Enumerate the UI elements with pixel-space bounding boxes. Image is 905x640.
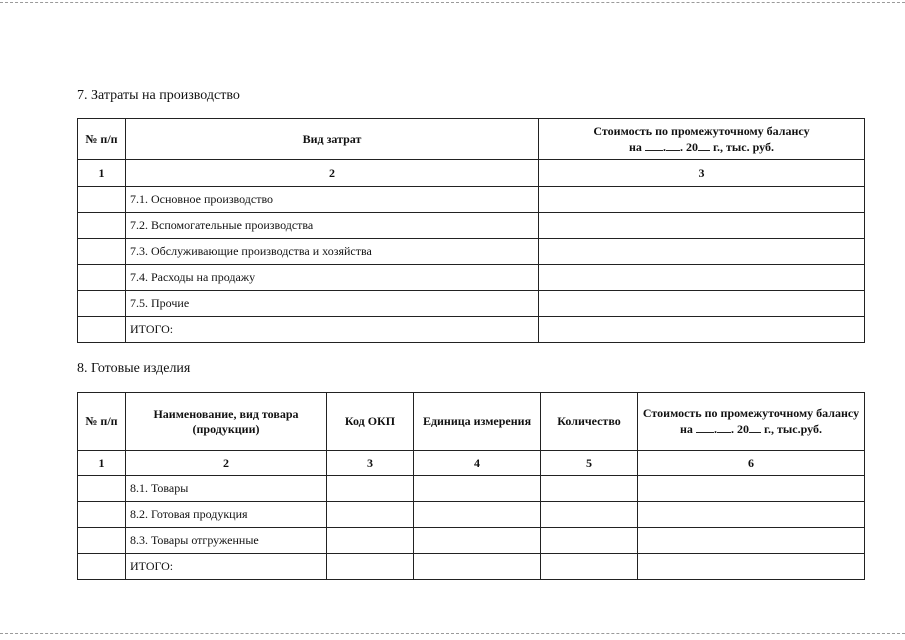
quantity-cell[interactable] (541, 502, 638, 528)
unit-cell[interactable] (414, 502, 541, 528)
okp-code-cell[interactable] (327, 528, 414, 554)
column-number: 5 (541, 451, 638, 476)
table-row (78, 213, 865, 239)
table-row (78, 265, 865, 291)
quantity-cell[interactable] (541, 528, 638, 554)
production-costs-table (77, 118, 865, 343)
header-balance-cost-line1: Стоимость по промежуточному балансу (642, 406, 860, 420)
year-blank (698, 139, 710, 151)
row-label: 7.1. Основное производство (126, 187, 539, 213)
date-dot-1: . (662, 139, 666, 154)
month-blank (717, 421, 731, 433)
section-8-title: 8. Готовые изделия (77, 361, 191, 376)
column-number: 4 (414, 451, 541, 476)
column-number: 1 (78, 160, 126, 187)
row-label: 7.5. Прочие (126, 291, 539, 317)
row-number-cell[interactable] (78, 528, 126, 554)
row-number-cell[interactable] (78, 187, 126, 213)
finished-goods-table (77, 392, 865, 580)
header-row-number: № п/п (78, 119, 126, 160)
scan-top-edge (0, 2, 905, 3)
total-row (78, 554, 865, 580)
total-label: ИТОГО: (126, 554, 327, 580)
total-row (78, 317, 865, 343)
date-dot-2: . 20 (679, 139, 698, 154)
header-okp-code: Код ОКП (327, 393, 414, 451)
table-row (78, 187, 865, 213)
column-number-row (78, 160, 865, 187)
column-number: 6 (638, 451, 865, 476)
row-number-cell[interactable] (78, 239, 126, 265)
column-number: 2 (126, 160, 539, 187)
row-number-cell[interactable] (78, 554, 126, 580)
year-blank (749, 421, 761, 433)
table-row (78, 528, 865, 554)
table-header-row (78, 119, 865, 160)
table-header-row (78, 393, 865, 451)
table-row (78, 291, 865, 317)
row-number-cell[interactable] (78, 317, 126, 343)
table-row (78, 239, 865, 265)
header-balance-cost-prefix: на (629, 139, 642, 154)
header-balance-cost-prefix: на (680, 422, 693, 436)
quantity-cell[interactable] (541, 554, 638, 580)
scan-bottom-edge (0, 633, 905, 634)
row-number-cell[interactable] (78, 213, 126, 239)
row-label: 7.3. Обслуживающие производства и хозяйства (126, 239, 539, 265)
table-row (78, 476, 865, 502)
row-number-cell[interactable] (78, 502, 126, 528)
unit-cell[interactable] (414, 528, 541, 554)
balance-value-cell[interactable] (638, 528, 865, 554)
row-label: 7.4. Расходы на продажу (126, 265, 539, 291)
row-label: 8.2. Готовая продукция (126, 502, 327, 528)
row-number-cell[interactable] (78, 291, 126, 317)
column-number: 3 (539, 160, 865, 187)
row-label: 8.3. Товары отгруженные (126, 528, 327, 554)
column-number: 3 (327, 451, 414, 476)
header-row-number: № п/п (78, 393, 126, 451)
header-balance-cost-line1: Стоимость по промежуточному балансу (593, 123, 810, 138)
month-blank (666, 139, 680, 151)
balance-value-cell[interactable] (539, 239, 865, 265)
table-row (78, 502, 865, 528)
header-product-name: Наименование, вид товара (продукции) (126, 393, 327, 451)
unit-cell[interactable] (414, 554, 541, 580)
row-label: 8.1. Товары (126, 476, 327, 502)
balance-value-cell[interactable] (638, 554, 865, 580)
row-number-cell[interactable] (78, 265, 126, 291)
unit-cell[interactable] (414, 476, 541, 502)
row-label: 7.2. Вспомогательные производства (126, 213, 539, 239)
section-7-title: 7. Затраты на производство (77, 88, 240, 103)
header-quantity: Количество (541, 393, 638, 451)
row-number-cell[interactable] (78, 476, 126, 502)
balance-value-cell[interactable] (539, 213, 865, 239)
date-dot-2: . 20 (730, 422, 749, 436)
total-label: ИТОГО: (126, 317, 539, 343)
header-balance-cost-suffix: г., тыс.руб. (760, 422, 822, 436)
okp-code-cell[interactable] (327, 554, 414, 580)
okp-code-cell[interactable] (327, 502, 414, 528)
balance-value-cell[interactable] (539, 291, 865, 317)
header-balance-cost (539, 119, 865, 160)
header-unit: Единица измерения (414, 393, 541, 451)
balance-value-cell[interactable] (638, 502, 865, 528)
header-balance-cost-suffix: г., тыс. руб. (709, 139, 774, 154)
date-dot-1: . (713, 422, 717, 436)
total-value-cell[interactable] (539, 317, 865, 343)
balance-value-cell[interactable] (539, 265, 865, 291)
quantity-cell[interactable] (541, 476, 638, 502)
day-blank (696, 421, 714, 433)
header-balance-cost (638, 393, 865, 451)
column-number: 2 (126, 451, 327, 476)
header-cost-type: Вид затрат (126, 119, 539, 160)
balance-value-cell[interactable] (638, 476, 865, 502)
okp-code-cell[interactable] (327, 476, 414, 502)
day-blank (645, 139, 663, 151)
column-number-row (78, 451, 865, 476)
balance-value-cell[interactable] (539, 187, 865, 213)
column-number: 1 (78, 451, 126, 476)
